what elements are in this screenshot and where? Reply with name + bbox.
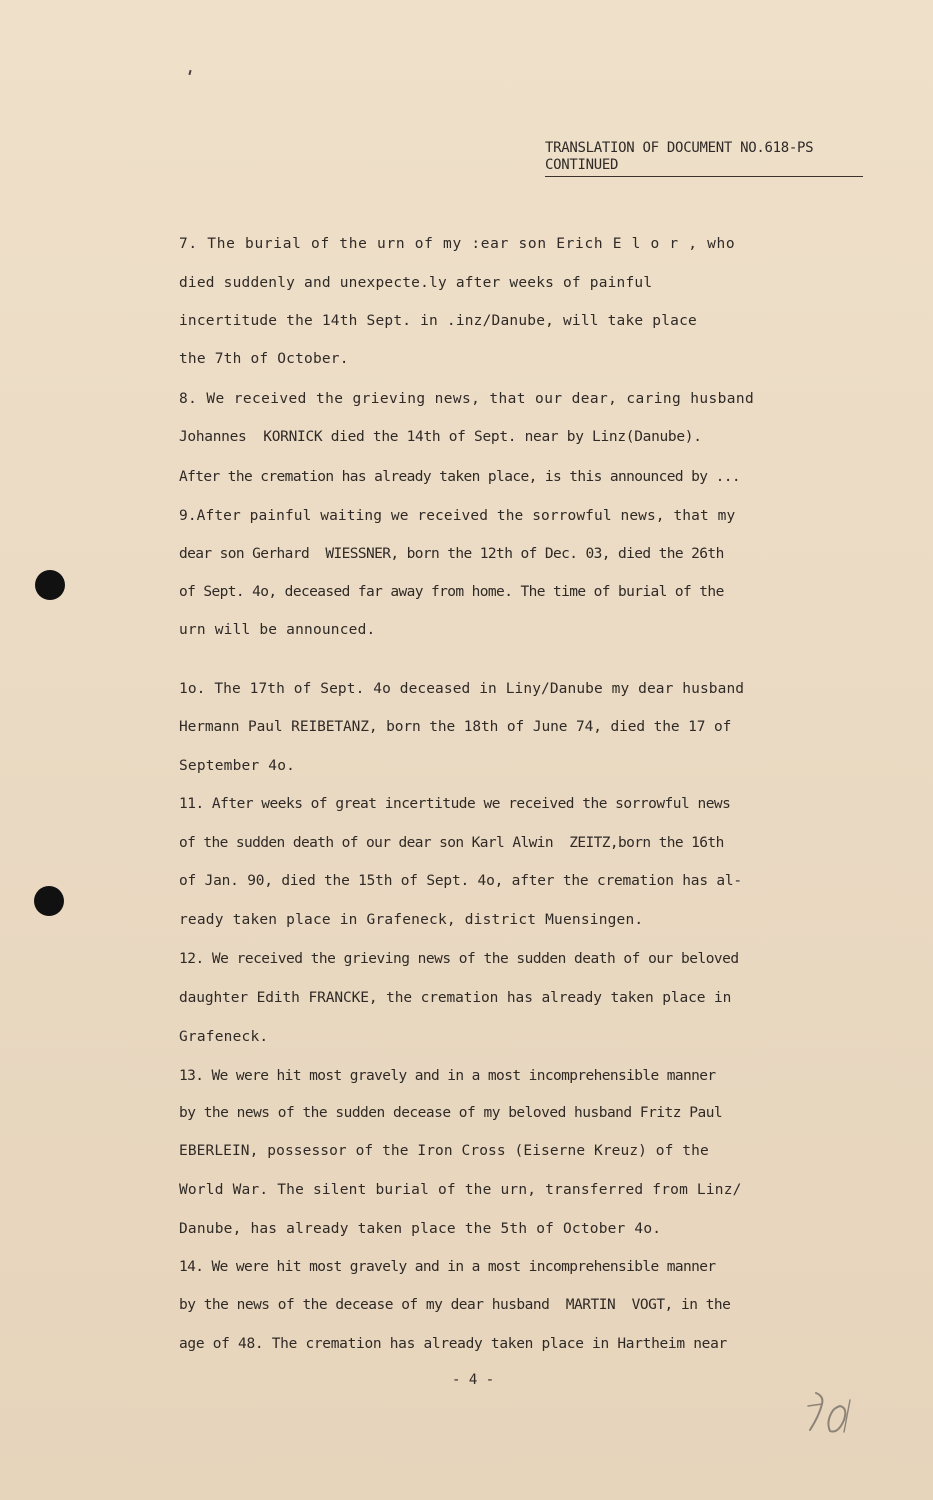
body-line: Hermann Paul REIBETANZ, born the 18th of June 74, died the 17 of bbox=[179, 719, 732, 735]
punch-hole-bottom bbox=[34, 886, 64, 916]
body-line: 1o. The 17th of Sept. 4o deceased in Liny/Danube my dear husband bbox=[179, 681, 745, 697]
body-line: urn will be announced. bbox=[179, 622, 376, 638]
handwritten-page-mark bbox=[802, 1390, 862, 1440]
body-line: EBERLEIN, possessor of the Iron Cross (Eiserne Kreuz) of the bbox=[179, 1143, 709, 1159]
body-line: Grafeneck. bbox=[179, 1029, 269, 1045]
body-line: dear son Gerhard WIESSNER, born the 12th of Dec. 03, died the 26th bbox=[179, 546, 724, 562]
body-line: by the news of the decease of my dear husband MARTIN VOGT, in the bbox=[179, 1297, 731, 1313]
header-subtitle: CONTINUED bbox=[545, 157, 619, 173]
body-line: Johannes KORNICK died the 14th of Sept. near by Linz(Danube). bbox=[179, 429, 702, 445]
document-header bbox=[545, 140, 863, 174]
body-line: 14. We were hit most gravely and in a most incomprehensible manner bbox=[179, 1259, 716, 1275]
body-line: incertitude the 14th Sept. in .inz/Danube, will take place bbox=[179, 313, 697, 329]
body-line: 8. We received the grieving news, that our dear, caring husband bbox=[179, 391, 755, 407]
body-line: After the cremation has already taken place, is this announced by ... bbox=[179, 469, 740, 485]
body-line: 12. We received the grieving news of the sudden death of our beloved bbox=[179, 951, 739, 967]
body-line: 9.After painful waiting we received the sorrowful news, that my bbox=[179, 508, 736, 524]
body-line: September 4o. bbox=[179, 758, 296, 774]
body-line: died suddenly and unexpecte.ly after weeks of painful bbox=[179, 275, 653, 291]
body-line: 11. After weeks of great incertitude we received the sorrowful news bbox=[179, 796, 731, 812]
header-title: TRANSLATION OF DOCUMENT NO.618-PS bbox=[545, 140, 814, 156]
body-line: 13. We were hit most gravely and in a most incomprehensible manner bbox=[179, 1068, 716, 1084]
body-line: of Sept. 4o, deceased far away from home. The time of burial of the bbox=[179, 584, 724, 600]
ink-speck bbox=[188, 70, 191, 75]
body-line: daughter Edith FRANCKE, the cremation has already taken place in bbox=[179, 990, 732, 1006]
body-line: 7. The burial of the urn of my :ear son Erich E l o r , who bbox=[179, 236, 736, 252]
body-line: ready taken place in Grafeneck, district Muensingen. bbox=[179, 912, 644, 928]
header-underline bbox=[545, 176, 863, 177]
page-number: - 4 - bbox=[452, 1372, 495, 1388]
body-line: age of 48. The cremation has already taken place in Hartheim near bbox=[179, 1336, 727, 1352]
body-line: by the news of the sudden decease of my beloved husband Fritz Paul bbox=[179, 1105, 723, 1121]
body-line: of Jan. 90, died the 15th of Sept. 4o, after the cremation has al- bbox=[179, 873, 742, 889]
body-line: Danube, has already taken place the 5th of October 4o. bbox=[179, 1221, 662, 1237]
body-line: the 7th of October. bbox=[179, 351, 349, 367]
punch-hole-top bbox=[35, 570, 65, 600]
body-line: of the sudden death of our dear son Karl Alwin ZEITZ,born the 16th bbox=[179, 835, 724, 851]
body-line: World War. The silent burial of the urn, transferred from Linz/ bbox=[179, 1182, 742, 1198]
